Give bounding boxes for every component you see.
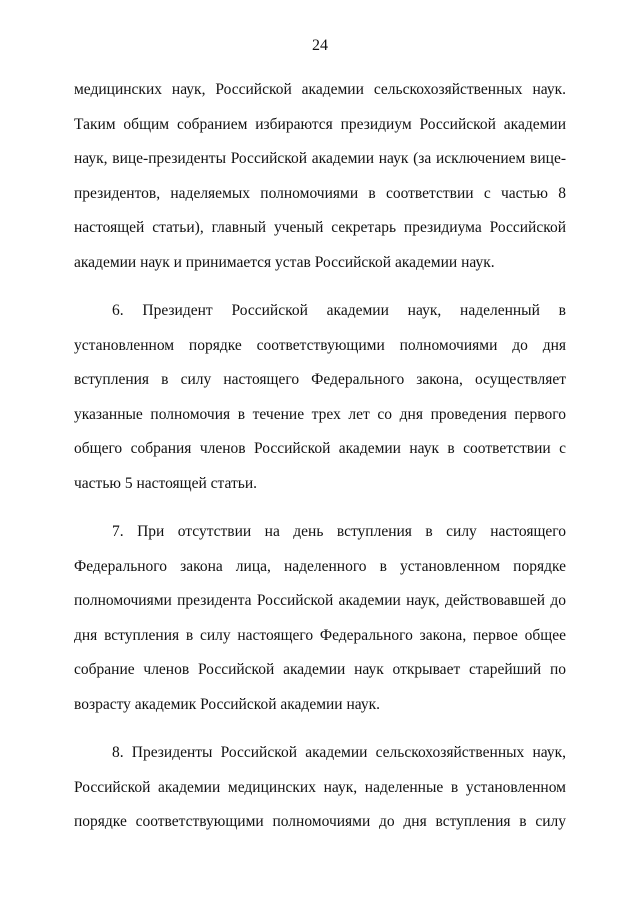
paragraph-item-8 xyxy=(74,736,566,840)
text-line: 7. При отсутствии на день вступления в силу настоящего xyxy=(112,523,566,540)
paragraph-item-7 xyxy=(74,515,566,722)
page-number: 24 xyxy=(312,37,328,54)
text-line: наук, вице-президенты Российской академии наук (за исключением вице- xyxy=(74,150,566,167)
text-line: полномочиями президента Российской академии наук, действовавшей до xyxy=(74,592,566,609)
paragraph-spacer xyxy=(74,280,566,294)
text-line: медицинских наук, Российской академии сельскохозяйственных наук. xyxy=(74,81,566,98)
text-line: Российской академии медицинских наук, наделенные в установленном xyxy=(74,778,566,796)
text-line: возрасту академик Российской академии наук. xyxy=(74,695,381,713)
paragraph-item-6 xyxy=(74,294,566,501)
paragraph-continuation xyxy=(74,73,566,280)
text-line: вступления в силу настоящего Федерального закона, осуществляет xyxy=(74,371,566,388)
text-line: частью 5 настоящей статьи. xyxy=(74,474,258,492)
text-line: академии наук и принимается устав Российской академии наук. xyxy=(74,253,495,271)
text-line: Федерального закона лица, наделенного в установленном порядке xyxy=(74,557,566,575)
text-line: общего собрания членов Российской академии наук в соответствии с xyxy=(74,440,566,457)
paragraph-spacer xyxy=(74,722,566,736)
text-line: собрание членов Российской академии наук открывает старейший по xyxy=(74,661,566,678)
text-line: установленном порядке соответствующими полномочиями до дня xyxy=(74,336,566,354)
document-body xyxy=(74,73,566,840)
text-line: указанные полномочия в течение трех лет со дня проведения первого xyxy=(74,405,566,423)
text-line: 6. Президент Российской академии наук, наделенный в xyxy=(112,302,566,319)
text-line: настоящей статьи), главный ученый секретарь президиума Российской xyxy=(74,219,566,236)
text-line: президентов, наделяемых полномочиями в соответствии с частью 8 xyxy=(74,184,566,202)
text-line: порядке соответствующими полномочиями до дня вступления в силу xyxy=(74,813,566,830)
text-line: 8. Президенты Российской академии сельскохозяйственных наук, xyxy=(112,744,566,761)
text-line: Таким общим собранием избираются президиум Российской академии xyxy=(74,115,566,133)
paragraph-spacer xyxy=(74,501,566,515)
text-line: дня вступления в силу настоящего Федерального закона, первое общее xyxy=(74,626,566,644)
